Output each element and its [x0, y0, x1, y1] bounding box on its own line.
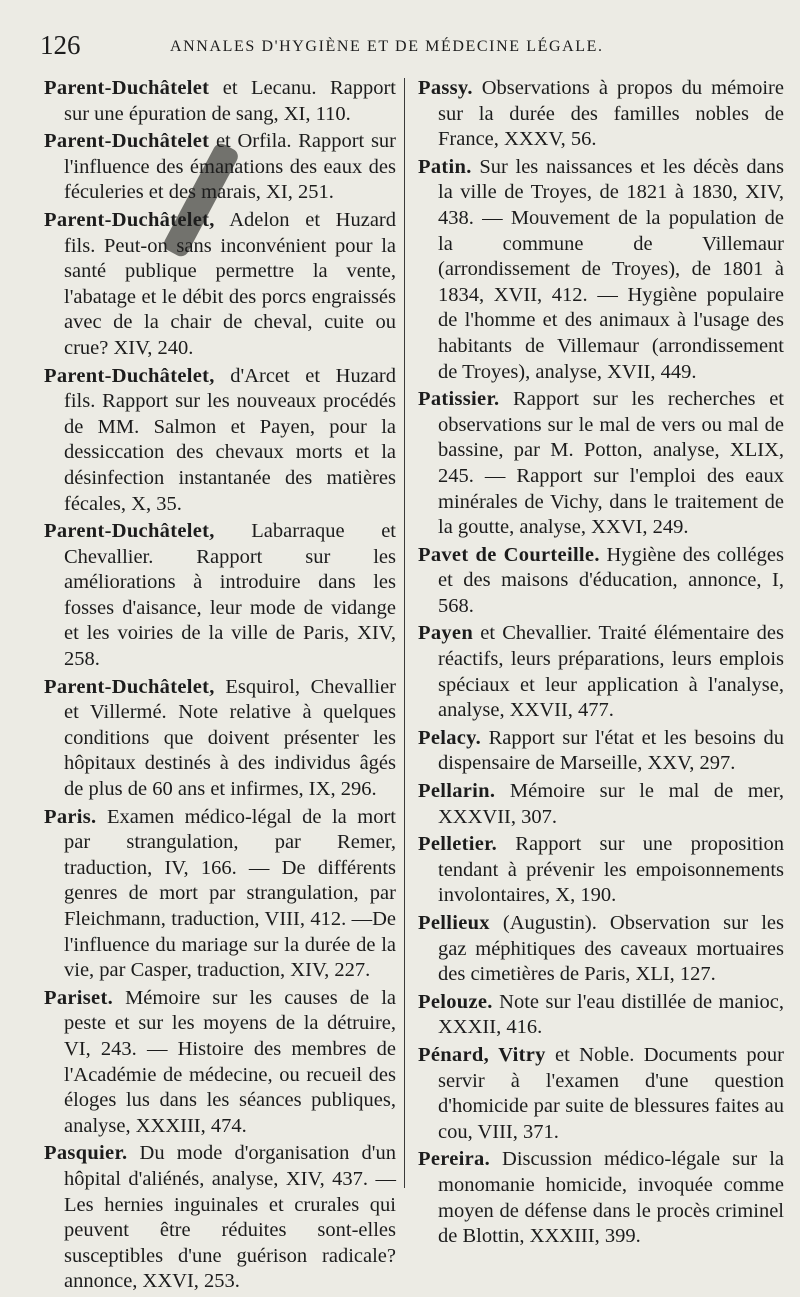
- author-name: Pellieux: [418, 912, 490, 934]
- author-name: Patin.: [418, 155, 472, 178]
- author-name: Paris.: [44, 805, 97, 828]
- entry-paragraph: [418, 1147, 784, 1249]
- author-name: Pelletier.: [418, 833, 498, 856]
- entry-paragraph: [418, 543, 784, 620]
- author-name: Parent-Duchâtelet,: [44, 675, 215, 698]
- index-entry: [44, 675, 396, 803]
- entry-paragraph: [44, 76, 396, 127]
- left-column: [44, 76, 396, 1297]
- entry-text: et Chevallier. Traité élémentaire des réactifs, leurs préparations, leurs emplois spéciaux et leur application à l'analyse, analyse, XXVII, 477.: [438, 622, 784, 722]
- entry-paragraph: [44, 805, 396, 984]
- index-entry: [418, 1147, 784, 1249]
- entry-paragraph: [418, 832, 784, 909]
- entry-text: Rapport sur une proposition tendant à prévenir les empoisonnements involontaires, X, 190.: [438, 833, 784, 907]
- author-name: Parent-Duchâtelet,: [44, 208, 215, 231]
- entry-text: et Orfila. Rapport sur l'influence des émanations des eaux des féculeries et des marais, XI, 251.: [64, 130, 396, 204]
- author-name: Passy.: [418, 77, 473, 99]
- author-name: Pariset.: [44, 986, 113, 1009]
- entry-text: Adelon et Huzard fils. Peut-on sans inconvénient pour la santé publique permettre la vente, l'abatage et le débit des porcs engraissés avec de la chair de cheval, cuite ou crue? XIV, 240.: [64, 208, 396, 359]
- author-name: Parent-Duchâtelet: [44, 77, 210, 99]
- entry-paragraph: [418, 621, 784, 723]
- index-entry: [418, 1043, 784, 1145]
- entry-text: Observations à propos du mémoire sur la durée des familles nobles de France, XXXV, 56.: [438, 77, 784, 151]
- entry-paragraph: [418, 155, 784, 385]
- entry-text: Mémoire sur le mal de mer, XXXVII, 307.: [438, 780, 784, 828]
- entry-paragraph: [418, 76, 784, 153]
- author-name: Pelacy.: [418, 726, 482, 749]
- entry-paragraph: [418, 990, 784, 1041]
- author-name: Pavet de Courteille.: [418, 543, 600, 566]
- entry-text: Hygiène des colléges et des maisons d'éducation, annonce, I, 568.: [438, 543, 784, 617]
- right-column: [418, 76, 784, 1252]
- index-entry: [418, 726, 784, 777]
- author-name: Pellarin.: [418, 780, 496, 803]
- entry-paragraph: [44, 364, 396, 518]
- page-header: [40, 30, 780, 70]
- entry-text: Examen médico-légal de la mort par strangulation, par Remer, traduction, IV, 166. — De différents genres de mort par strangulation, par Fleichmann, traduction, VIII, 412. —De l'influence du mariage sur la durée de la vie, par Casper, traduction, XIV, 227.: [64, 805, 396, 982]
- entry-text: d'Arcet et Huzard fils. Rapport sur les nouveaux procédés de MM. Salmon et Payen, pour la dessiccation des chevaux morts et la désinfection instantanée des matières fécales, X, 35.: [64, 364, 396, 515]
- entry-paragraph: [44, 519, 396, 673]
- entry-text: Discussion médico-légale sur la monomanie homicide, invoquée comme moyen de défense dans le procès criminel de Blottin, XXXIII, 399.: [438, 1148, 784, 1248]
- entry-paragraph: [418, 779, 784, 830]
- entry-text: Rapport sur les recherches et observations sur le mal de vers ou mal de bassine, par M. Potton, analyse, XLIX, 245. — Rapport sur l'emploi des eaux minérales de Vichy, dans le traitement de la goutte, analyse, XXVI, 249.: [438, 388, 784, 539]
- entry-text: Du mode d'organisation d'un hôpital d'aliénés, analyse, XIV, 437. — Les hernies inguinales et crurales qui peuvent être réduites sont-elles susceptibles d'une guérison radicale? annonce, XXVI, 253.: [64, 1142, 396, 1293]
- entry-paragraph: [44, 129, 396, 206]
- author-name: Pasquier.: [44, 1142, 128, 1165]
- index-entry: [44, 364, 396, 518]
- entry-paragraph: [418, 1043, 784, 1145]
- index-entry: [418, 621, 784, 723]
- entry-paragraph: [44, 208, 396, 362]
- entry-paragraph: [44, 1141, 396, 1295]
- entry-text: Sur les naissances et les décès dans la ville de Troyes, de 1821 à 1830, XIV, 438. — Mouvement de la population de la commune de Villemaur (arrondissement de Troyes), de 1801 à 1834, XVII, 412. — Hygiène populaire de l'homme et des animaux à l'usage des habitants de Villemaur (arrondissement de Troyes), analyse, XVII, 449.: [438, 155, 784, 383]
- entry-paragraph: [418, 387, 784, 541]
- index-entry: [418, 990, 784, 1041]
- index-entry: [44, 129, 396, 206]
- index-entry: [44, 805, 396, 984]
- entry-text: Labarraque et Chevallier. Rapport sur les améliorations à introduire dans les fosses d'aisance, leur mode de vidange et les voiries de la ville de Paris, XIV, 258.: [64, 520, 396, 671]
- index-entry: [418, 779, 784, 830]
- entry-text: et Noble. Documents pour servir à l'examen d'une question d'homicide par suite de blessures faites au cou, VIII, 371.: [438, 1043, 785, 1143]
- author-name: Pelouze.: [418, 990, 493, 1013]
- entry-paragraph: [44, 675, 396, 803]
- index-entry: [418, 387, 784, 541]
- index-entry: [44, 519, 396, 673]
- author-name: Parent-Duchâtelet,: [44, 364, 215, 387]
- entry-paragraph: [44, 986, 396, 1140]
- entry-text: (Augustin). Observation sur les gaz méphitiques des caveaux mortuaires des cimetières de Paris, XLI, 127.: [438, 912, 784, 986]
- entry-text: Rapport sur l'état et les besoins du dispensaire de Marseille, XXV, 297.: [438, 726, 784, 775]
- index-entry: [44, 76, 396, 127]
- index-entry: [418, 155, 784, 385]
- entry-text: Esquirol, Chevallier et Villermé. Note relative à quelques conditions que doivent présenter les hôpitaux destinés à des individus âgés de plus de 60 ans et infirmes, IX, 296.: [64, 675, 396, 801]
- author-name: Parent-Duchâtelet: [44, 130, 210, 153]
- index-entry: [44, 208, 396, 362]
- page-number: 126: [40, 30, 81, 60]
- index-entry: [44, 1141, 396, 1295]
- index-entry: [418, 911, 784, 988]
- running-title: ANNALES D'HYGIÈNE ET DE MÉDECINE LÉGALE.: [170, 38, 604, 55]
- index-entry: [44, 986, 396, 1140]
- author-name: Pereira.: [418, 1148, 491, 1171]
- column-divider: [404, 78, 405, 1188]
- author-name: Patissier.: [418, 388, 500, 411]
- entry-paragraph: [418, 911, 784, 988]
- index-entry: [418, 76, 784, 153]
- entry-paragraph: [418, 726, 784, 777]
- author-name: Payen: [418, 622, 474, 645]
- index-entry: [418, 832, 784, 909]
- author-name: Parent-Duchâtelet,: [44, 520, 215, 543]
- entry-text: Note sur l'eau distillée de manioc, XXXII, 416.: [438, 990, 784, 1039]
- index-entry: [418, 543, 784, 620]
- author-name: Pénard, Vitry: [418, 1043, 546, 1066]
- entry-text: et Lecanu. Rapport sur une épuration de sang, XI, 110.: [64, 77, 396, 125]
- entry-text: Mémoire sur les causes de la peste et sur les moyens de la détruire, VI, 243. — Histoire des membres de l'Académie de médecine, ou recueil des éloges lus dans les séances publiques, analyse, XXXIII, 474.: [64, 986, 396, 1137]
